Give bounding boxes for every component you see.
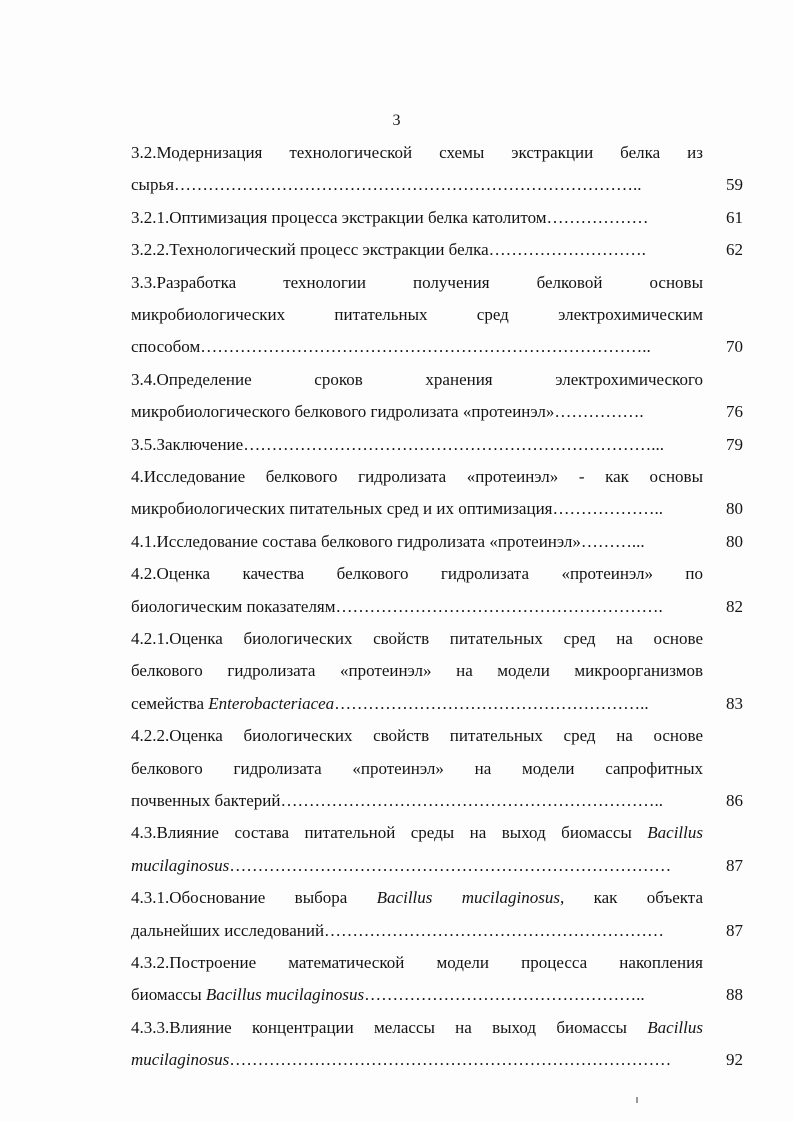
toc-page-number: 59: [726, 175, 743, 194]
toc-line: 4.3.3.Влияние концентрации мелассы на выход биомассы Bacillus: [131, 1018, 703, 1037]
toc-line: семейства Enterobacteriacea………………………………………………..: [131, 694, 649, 713]
toc-line: дальнейших исследований……………………………………………………: [131, 921, 665, 940]
toc-line: 4.3.1.Обоснование выбора Bacillus mucilaginosus, как объекта: [131, 888, 703, 907]
toc-page-number: 86: [726, 791, 743, 810]
toc-line: способом……………………………………………………………………..: [131, 337, 651, 356]
toc-line: 4.1.Исследование состава белкового гидролизата «протеинэл»………...: [131, 532, 645, 551]
toc-line: биологическим показателям………………………………………………….: [131, 597, 663, 616]
toc-line: микробиологических питательных сред и их оптимизация………………..: [131, 499, 663, 518]
toc-line: 4.2.1.Оценка биологических свойств питательных сред на основе: [131, 629, 703, 648]
toc-line: 3.5.Заключение………………………………………………………………...: [131, 435, 664, 454]
toc-page-number: 83: [726, 694, 743, 713]
toc-line: белкового гидролизата «протеинэл» на модели микроорганизмов: [131, 661, 703, 680]
toc-line: 4.Исследование белкового гидролизата «протеинэл» - как основы: [131, 467, 703, 486]
toc-line: почвенных бактерий…………………………………………………………..: [131, 791, 663, 810]
page-number: 3: [392, 112, 401, 129]
scan-mark: [636, 1097, 638, 1103]
toc-page-number: 82: [726, 597, 743, 616]
toc-page-number: 88: [726, 985, 743, 1004]
toc-page-number: 79: [726, 435, 743, 454]
toc-page-number: 62: [726, 240, 743, 259]
toc-page-number: 87: [726, 921, 743, 940]
toc-line: mucilaginosus……………………………………………………………………: [131, 1050, 672, 1069]
toc-line: 3.2.1.Оптимизация процесса экстракции белка католитом………………: [131, 208, 649, 227]
toc-page-number: 87: [726, 856, 743, 875]
toc-page-number: 61: [726, 208, 743, 227]
toc-line: 4.2.2.Оценка биологических свойств питательных сред на основе: [131, 726, 703, 745]
toc-line: микробиологического белкового гидролизата «протеинэл»…………….: [131, 402, 644, 421]
toc-page-number: 70: [726, 337, 743, 356]
toc-line: сырья………………………………………………………………………..: [131, 175, 642, 194]
toc-page-number: 80: [726, 499, 743, 518]
toc-line: 3.2.2.Технологический процесс экстракции белка……………………….: [131, 240, 646, 259]
toc-line: 4.3.Влияние состава питательной среды на выход биомассы Bacillus: [131, 823, 703, 842]
toc-line: микробиологических питательных сред электрохимическим: [131, 305, 703, 324]
toc-page-number: 92: [726, 1050, 743, 1069]
toc-line: 3.2.Модернизация технологической схемы экстракции белка из: [131, 143, 703, 162]
toc-page-number: 76: [726, 402, 743, 421]
toc-line: биомассы Bacillus mucilaginosus…………………………………………..: [131, 985, 645, 1004]
toc-line: 4.3.2.Построение математической модели процесса накопления: [131, 953, 703, 972]
toc-page-number: 80: [726, 532, 743, 551]
toc-line: 3.4.Определение сроков хранения электрохимического: [131, 370, 703, 389]
toc-line: mucilaginosus……………………………………………………………………: [131, 856, 672, 875]
toc-line: белкового гидролизата «протеинэл» на модели сапрофитных: [131, 759, 703, 778]
toc-line: 4.2.Оценка качества белкового гидролизата «протеинэл» по: [131, 564, 703, 583]
toc-line: 3.3.Разработка технологии получения белковой основы: [131, 273, 703, 292]
